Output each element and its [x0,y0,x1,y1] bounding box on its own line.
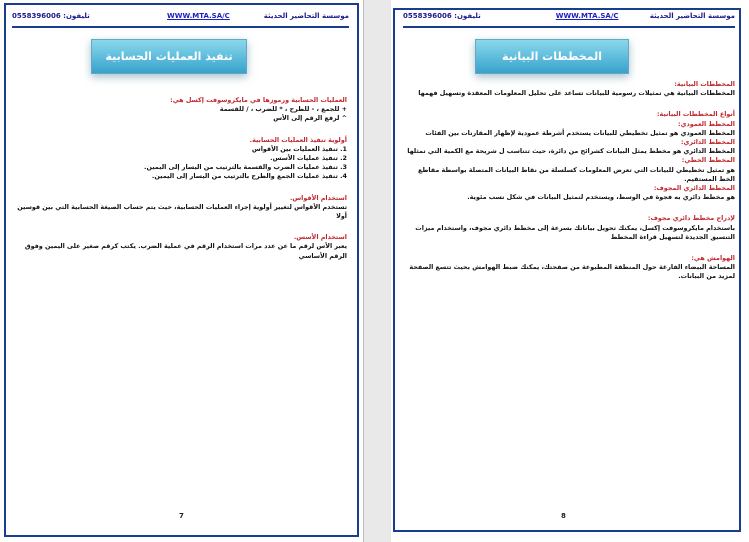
list-item: 2. تنفيذ عمليات الأسس. [270,154,347,163]
paragraph: المخططات البيانية هي تمثيلات رسومية للبيانات تساعد على تحليل المعلومات المعقدة وتسهيل فهمها [418,89,735,98]
page-title: المخططات البيانية [475,39,629,74]
section-heading: العمليات الحسابية ورموزها في مايكروسوفت إكسل هي: [170,96,347,104]
paragraph: + للجمع ، - للطرح ، * للضرب ، / للقسمة [219,105,347,114]
page-header [12,10,349,24]
paragraph: المخطط العمودي هو تمثيل تخطيطي للبيانات يستخدم أشرطة عمودية لإظهار المقارنات بين الفئات [425,128,735,137]
paragraph: هو مخطط دائري به فجوة في الوسط، ويستخدم لتمثيل البيانات في شكل نسب مئوية. [467,193,735,202]
paragraph: يعبر الأس لرقم ما عن عدد مرات استخدام الرقم في عملية الضرب. يكتب كرقم صغير على اليمين وفوق الرقم الأساسي [24,242,347,260]
book-spine [363,0,393,542]
header-website-link[interactable]: WWW.MTA.SA/C [167,12,230,20]
paragraph: المساحة البيضاء الفارغة حول المنطقة المطبوعة من صفحتك، يمكنك ضبط الهوامش بحيث تتسع الصفحة لمزيد من البيانات. [409,263,735,281]
paragraph: المخطط الدائري هو مخطط يمثل البيانات كشرائح من دائرة، حيث تتناسب ل شريحة مع الكمية التي تمثلها [407,147,735,156]
section-heading: الهوامش هي: [691,254,735,263]
header-org: موسسة التحاضير الحديثة [263,12,349,20]
paragraph: تستخدم الأقواس لتغيير أولوية إجراء العمليات الحسابية، حيث يتم حساب الصيغة الحسابية التي بين قوسين أولا [17,202,347,221]
page-header [403,10,735,24]
header-phone: تليفون: 0558396006 [12,12,90,20]
section-heading: المخطط الخطي: [681,156,735,165]
page-number: 7 [179,512,184,520]
paragraph: ^ لرفع الرقم إلى الأس [273,114,347,123]
section-heading: المخطط الدائري: [680,138,735,147]
section-heading: أولوية تنفيذ العمليات الحسابية. [249,135,347,144]
page-title: تنفيذ العمليات الحسابية [91,39,247,74]
section-heading: المخطط الدائري المجوف: [653,184,735,193]
page-7 [0,0,363,542]
section-heading: استخدام الأسس. [293,233,347,242]
section-heading: المخطط العمودي: [678,119,735,128]
header-website-link[interactable]: WWW.MTA.SA/C [555,12,619,20]
list-item: 3. تنفيذ عمليات الضرب والقسمة بالترتيب من اليسار إلى اليمين. [144,163,347,172]
header-org: موسسة التحاضير الحديثة [649,12,735,20]
page-content [401,80,735,282]
paragraph: باستخدام مايكروسوفت إكسل، يمكنك تحويل بياناتك بسرعة إلى مخطط دائري مجوف، واستخدام ميزات التنسيق الجديدة لتسهيل قراءة المخطط [415,223,735,241]
list-item: 4. تنفيذ عمليات الجمع والطرح بالترتيب من اليسار إلى اليمين. [151,172,347,181]
header-divider [403,26,735,28]
page-8 [391,0,749,542]
paragraph: هو تمثيل تخطيطي للبيانات التي تعرض المعلومات كسلسلة من نقاط البيانات المتصلة بواسطة مقاطع الخط المستقيم. [417,165,735,183]
page-content [16,96,347,261]
section-heading: استخدام الأقواس. [289,193,347,202]
section-heading: لإدراج مخطط دائري مجوف: [647,214,735,223]
page-border [4,3,359,537]
list-item: 1. تنفيذ العمليات بين الأقواس [251,144,347,153]
page-number: 8 [561,512,566,520]
header-divider [12,26,349,28]
header-phone: تليفون: 0558396006 [403,12,481,20]
section-heading: المخططات البيانية: [674,80,735,88]
section-heading: أنواع المخططات البيانية: [656,110,735,119]
